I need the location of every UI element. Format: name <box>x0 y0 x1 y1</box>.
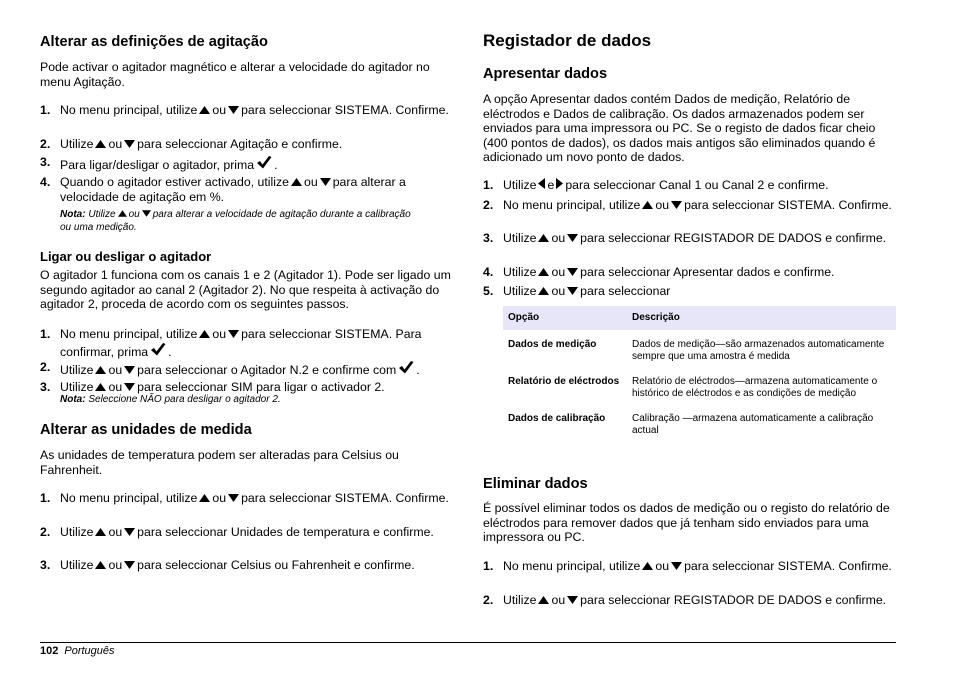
options-table <box>503 306 896 446</box>
paragraph: As unidades de temperatura podem ser alteradas para Celsius ou Fahrenheit. <box>40 448 399 477</box>
step-text: Utilize <box>60 380 94 394</box>
step-text: ou <box>551 265 566 279</box>
section-agitation <box>40 33 450 51</box>
step-text: para seleccionar Agitação e confirme. <box>137 137 343 151</box>
step-text: ou <box>655 198 670 212</box>
table-row <box>503 330 896 372</box>
step-number: 1. <box>483 559 494 573</box>
checkmark-icon <box>150 342 166 356</box>
up-arrow-icon <box>642 201 653 209</box>
step-text: No menu principal, utilize <box>503 198 641 212</box>
step-item <box>483 178 896 193</box>
down-arrow-icon <box>124 561 135 569</box>
subsection-title: Ligar ou desligar o agitador <box>40 249 212 264</box>
down-arrow-icon <box>567 234 578 242</box>
step-text: ou <box>551 284 566 298</box>
step-number: 2. <box>483 593 494 607</box>
step-item <box>40 380 452 395</box>
note-label: Nota: <box>60 209 86 220</box>
down-arrow-icon <box>124 366 135 374</box>
table-cell: Relatório de eléctrodos <box>508 375 620 387</box>
step-text: No menu principal, utilize <box>60 491 198 505</box>
up-arrow-icon <box>199 330 210 338</box>
up-arrow-icon <box>199 106 210 114</box>
paragraph: É possível eliminar todos os dados de medição ou o registo do relatório de eléctrodos para remover dados que já tenham sido enviados para uma impressora ou PC. <box>483 501 890 545</box>
footer-language: Português <box>64 645 115 657</box>
paragraph: A opção Apresentar dados contém Dados de medição, Relatório de eléctrodos e Dados de calibração. Os dados armazenados podem ser enviados para uma impressora ou PC. Se o registo de dados ficar cheio (400 pontos de dados), os dados mais antigos são eliminados quando é adicionado um novo ponto de dados. <box>483 92 876 165</box>
down-arrow-icon <box>228 330 239 338</box>
step-number: 1. <box>40 491 51 505</box>
step-number: 2. <box>40 360 51 374</box>
down-arrow-icon <box>567 596 578 604</box>
step-item <box>483 265 896 280</box>
step-text: para seleccionar SISTEMA. Para confirmar, prima <box>60 327 422 359</box>
step-item <box>40 360 452 378</box>
step-text: ou <box>212 327 227 341</box>
down-arrow-icon <box>142 210 151 217</box>
page-number: 102 <box>40 645 59 657</box>
step-text: para seleccionar REGISTADOR DE DADOS e confirme. <box>580 231 887 245</box>
step-text: Utilize <box>60 525 94 539</box>
step-text: para seleccionar SISTEMA. Confirme. <box>684 559 892 573</box>
step-text: ou <box>551 593 566 607</box>
down-arrow-icon <box>320 178 331 186</box>
down-arrow-icon <box>671 201 682 209</box>
up-arrow-icon <box>538 287 549 295</box>
paragraph: Pode activar o agitador magnético e alterar a velocidade do agitador no menu Agitação. <box>40 60 430 89</box>
step-text: para seleccionar SISTEMA. Confirme. <box>241 491 449 505</box>
column-header: Opção <box>503 306 627 330</box>
step-text: Utilize <box>503 265 537 279</box>
step-text: ou <box>108 137 123 151</box>
up-arrow-icon <box>95 383 106 391</box>
footer-divider <box>40 642 896 643</box>
step-text: para seleccionar Canal 1 ou Canal 2 e confirme. <box>565 178 829 192</box>
up-arrow-icon <box>95 140 106 148</box>
step-text: para seleccionar <box>580 284 671 298</box>
section-title: Apresentar dados <box>483 66 608 82</box>
up-arrow-icon <box>538 596 549 604</box>
step-item <box>40 103 452 118</box>
step-text: para seleccionar SIM para ligar o activador 2. <box>137 380 385 394</box>
step-number: 2. <box>40 137 51 151</box>
step-text: para seleccionar SISTEMA. Confirme. <box>684 198 892 212</box>
up-arrow-icon <box>118 210 127 217</box>
right-arrow-icon <box>556 178 563 189</box>
up-arrow-icon <box>538 234 549 242</box>
step-item <box>483 231 896 246</box>
page-title: Registador de dados <box>483 31 652 50</box>
step-text: para seleccionar Apresentar dados e confirme. <box>580 265 835 279</box>
step-number: 2. <box>40 525 51 539</box>
step-text: para seleccionar Unidades de temperatura e confirme. <box>137 525 434 539</box>
step-number: 1. <box>483 178 494 192</box>
step-item <box>40 155 452 173</box>
step-text: No menu principal, utilize <box>60 327 198 341</box>
step-text: ou <box>108 363 123 377</box>
down-arrow-icon <box>671 562 682 570</box>
step-item <box>483 284 896 299</box>
step-number: 5. <box>483 284 494 298</box>
step-item <box>483 593 896 608</box>
table-row <box>503 372 896 409</box>
step-text: Quando o agitador estiver activado, utilize <box>60 175 289 189</box>
step-text: e <box>547 178 555 192</box>
step-text: ou <box>108 380 123 394</box>
table-cell: Relatório de eléctrodos—armazena automaticamente o histórico de eléctrodos e as condições de medição <box>632 375 878 399</box>
step-text: ou <box>212 491 227 505</box>
table-row <box>503 409 896 446</box>
step-number: 1. <box>40 327 51 341</box>
step-text: . <box>416 363 420 377</box>
step-text: . <box>274 158 278 172</box>
step-text: Utilize <box>503 593 537 607</box>
step-number: 3. <box>40 380 51 394</box>
step-text: ou <box>212 103 227 117</box>
step-text: ou <box>108 558 123 572</box>
table-header-row <box>503 306 896 330</box>
note-text: ou <box>128 209 140 220</box>
up-arrow-icon <box>538 268 549 276</box>
down-arrow-icon <box>567 268 578 276</box>
table-cell: Dados de medição—são armazenados automaticamente sempre que uma amostra é medida <box>632 338 885 362</box>
step-text: para seleccionar REGISTADOR DE DADOS e confirme. <box>580 593 887 607</box>
step-text: para alterar a velocidade de agitação em %. <box>60 175 406 204</box>
step-text: ou <box>304 175 318 189</box>
step-text: Para ligar/desligar o agitador, prima <box>60 158 255 172</box>
step-text: ou <box>655 559 670 573</box>
note <box>60 394 420 407</box>
step-number: 2. <box>483 198 494 212</box>
step-text: ou <box>551 231 566 245</box>
down-arrow-icon <box>124 528 135 536</box>
up-arrow-icon <box>291 178 302 186</box>
step-item <box>40 525 452 540</box>
step-item <box>483 198 896 213</box>
down-arrow-icon <box>228 494 239 502</box>
up-arrow-icon <box>95 528 106 536</box>
step-number: 4. <box>40 175 51 189</box>
step-text: ou <box>108 525 123 539</box>
step-number: 3. <box>40 155 51 169</box>
step-text: No menu principal, utilize <box>503 559 641 573</box>
down-arrow-icon <box>567 287 578 295</box>
column-header: Descrição <box>627 306 896 330</box>
table-cell: Calibração —armazena automaticamente a calibração actual <box>632 412 874 436</box>
step-text: Utilize <box>503 231 537 245</box>
down-arrow-icon <box>124 383 135 391</box>
note-text: Seleccione NÃO para desligar o agitador 2. <box>88 394 281 405</box>
page-footer <box>40 644 115 658</box>
down-arrow-icon <box>228 106 239 114</box>
step-number: 3. <box>483 231 494 245</box>
step-number: 4. <box>483 265 494 279</box>
step-text: No menu principal, utilize <box>60 103 198 117</box>
down-arrow-icon <box>124 140 135 148</box>
step-text: Utilize <box>60 558 94 572</box>
up-arrow-icon <box>199 494 210 502</box>
step-text: Utilize <box>503 178 537 192</box>
step-item <box>40 491 452 506</box>
step-item <box>40 175 452 204</box>
note <box>60 209 420 234</box>
left-arrow-icon <box>538 178 545 189</box>
note-text: para alterar a velocidade de agitação durante a calibração ou uma medição. <box>60 209 411 233</box>
checkmark-icon <box>256 155 272 169</box>
up-arrow-icon <box>642 562 653 570</box>
section-title: Alterar as unidades de medida <box>40 422 252 438</box>
step-text: para seleccionar Celsius ou Fahrenheit e confirme. <box>137 558 415 572</box>
checkmark-icon <box>398 360 414 374</box>
note-label: Nota: <box>60 394 86 405</box>
up-arrow-icon <box>95 561 106 569</box>
step-number: 3. <box>40 558 51 572</box>
step-text: Utilize <box>60 363 94 377</box>
step-item <box>40 327 452 359</box>
section-title: Eliminar dados <box>483 476 588 492</box>
step-item <box>483 559 896 574</box>
note-text: Utilize <box>88 209 116 220</box>
step-text: Utilize <box>503 284 537 298</box>
section-title: Alterar as definições de agitação <box>40 34 268 50</box>
step-text: para seleccionar SISTEMA. Confirme. <box>241 103 449 117</box>
table-cell: Dados de medição <box>508 338 597 350</box>
step-item <box>40 558 452 573</box>
step-text: Utilize <box>60 137 94 151</box>
step-item <box>40 137 452 152</box>
step-text: . <box>168 344 172 359</box>
table-cell: Dados de calibração <box>508 412 606 424</box>
step-number: 1. <box>40 103 51 117</box>
paragraph: O agitador 1 funciona com os canais 1 e 2 (Agitador 1). Pode ser ligado um segundo agitador ao canal 2 (Agitador 2). No que respeita à activação do agitador 2, proceda de acordo com os seguintes passos. <box>40 268 451 312</box>
up-arrow-icon <box>95 366 106 374</box>
step-text: para seleccionar o Agitador N.2 e confirme com <box>137 363 397 377</box>
